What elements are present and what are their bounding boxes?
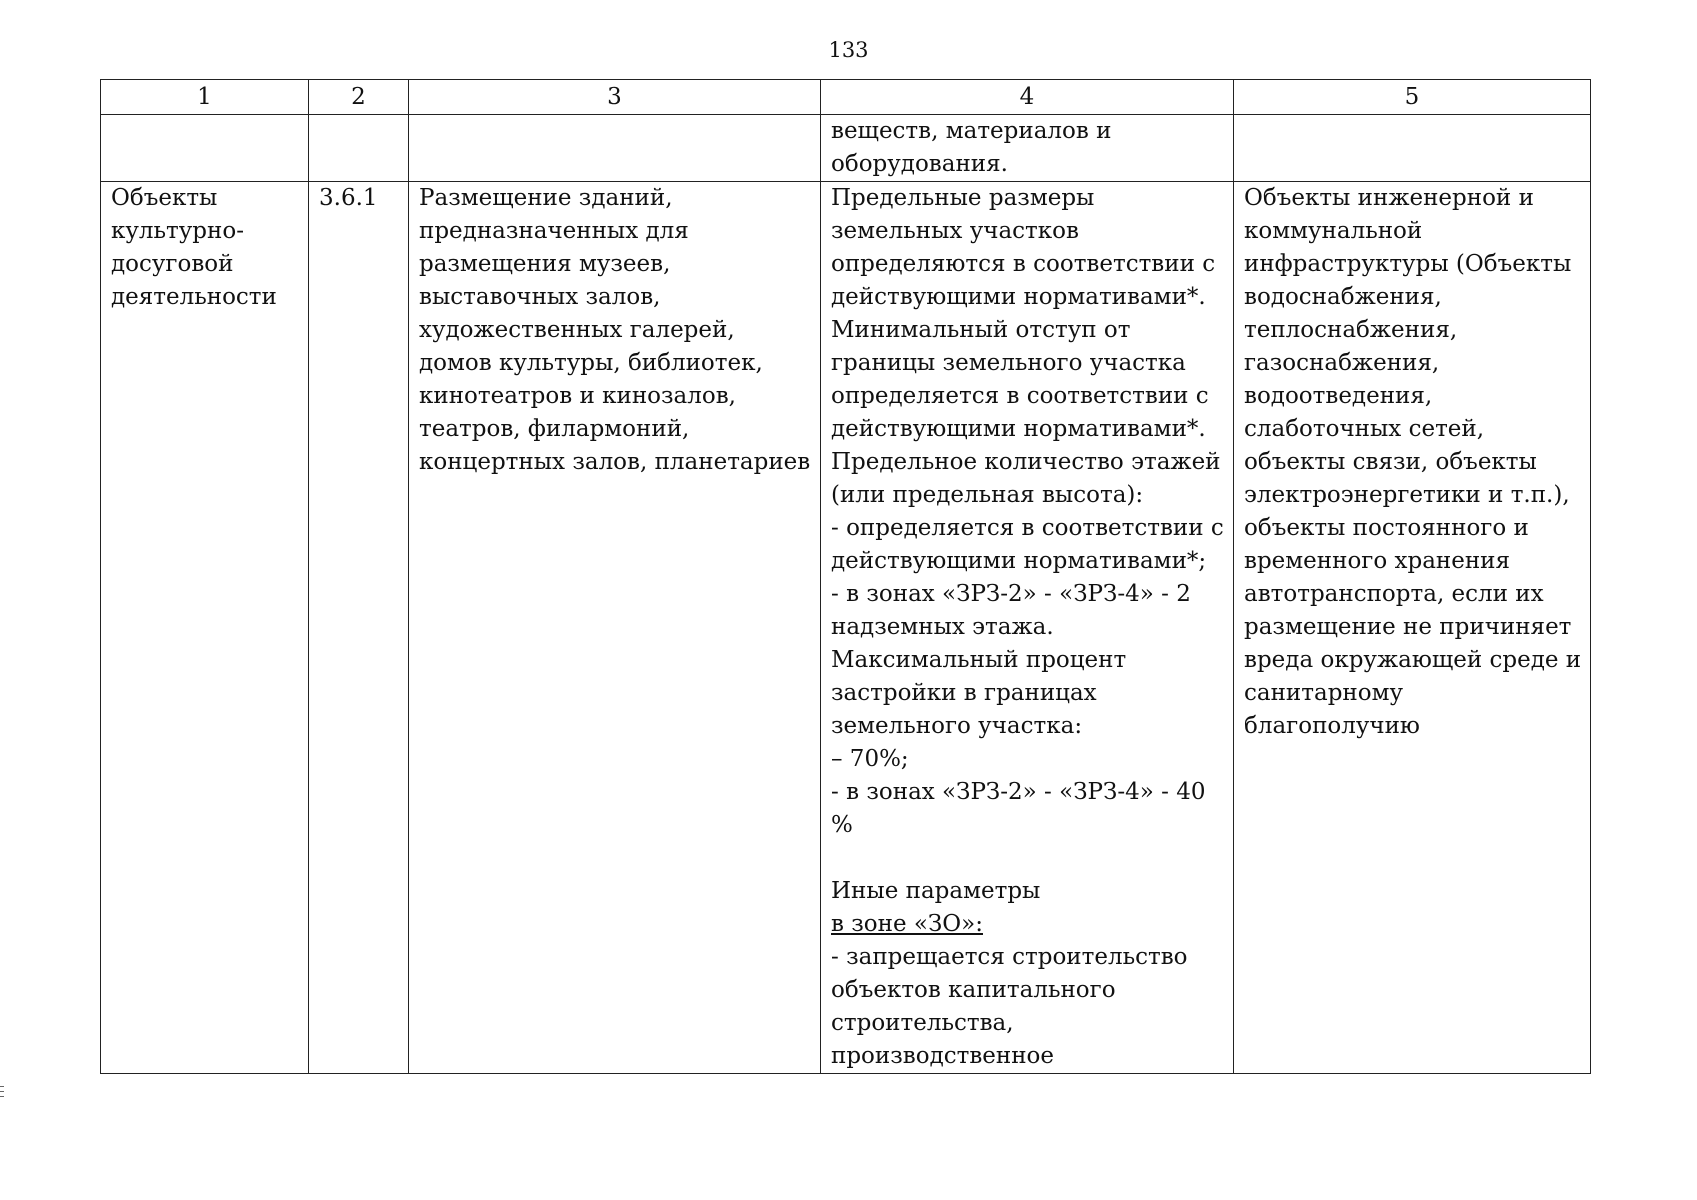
text-line: слаботочных сетей, [1244,416,1485,442]
text-line: (или предельная высота): [831,482,1144,508]
text-line: предназначенных для [419,218,689,244]
auxiliary-uses-cell [1234,182,1591,1074]
text-line: Предельное количество этажей [831,449,1221,475]
scan-mark [0,1091,4,1092]
scan-mark [0,1096,4,1097]
header-col-5: 5 [1234,80,1591,115]
blank-line [831,842,1223,875]
text-line: определяются в соответствии с [831,251,1216,277]
header-col-3: 3 [409,80,821,115]
text-line: действующими нормативами*; [831,548,1207,574]
text-line: вреда окружающей среде и [1244,647,1582,673]
text-line: земельных участков [831,218,1079,244]
header-col-2: 2 [309,80,409,115]
cont-cell-5 [1234,115,1591,182]
text-line: водоотведения, [1244,383,1433,409]
text-line: объекты связи, объекты [1244,449,1537,475]
header-row [101,80,1591,115]
text-line: земельного участка: [831,713,1083,739]
text-line: размещение не причиняет [1244,614,1572,640]
text-line: веществ, материалов и [831,118,1112,144]
text-line: культурно- [111,218,244,244]
cont-cell-4 [821,115,1234,182]
zone-label: в зоне «ЗО»: [831,911,983,937]
continuation-row [101,115,1591,182]
text-line: коммунальной [1244,218,1423,244]
text-line: кинотеатров и кинозалов, [419,383,736,409]
table-row [101,182,1591,1074]
page-number: 133 [828,38,869,62]
text-line: Предельные размеры [831,185,1095,211]
cont-cell-1 [101,115,309,182]
text-line: Размещение зданий, [419,185,673,211]
object-type-cell [101,182,309,1074]
text-line: театров, филармоний, [419,416,690,442]
text-line: инфраструктуры (Объекты [1244,251,1572,277]
cont-cell-2 [309,115,409,182]
text-line: временного хранения [1244,548,1511,574]
cont-cell-3 [409,115,821,182]
text-line: Максимальный процент [831,647,1127,673]
text-line: досуговой [111,251,234,277]
text-line: определяется в соответствии с [831,383,1209,409]
text-line: - в зонах «ЗРЗ-2» - «ЗРЗ-4» - 2 [831,581,1191,607]
text-line: застройки в границах [831,680,1097,706]
text-line: санитарному [1244,680,1404,706]
description-cell [409,182,821,1074]
text-line: действующими нормативами*. [831,284,1206,310]
code-cell: 3.6.1 [309,182,409,1074]
scan-mark [0,1086,4,1087]
text-line: автотранспорта, если их [1244,581,1544,607]
text-line: надземных этажа. [831,614,1054,640]
text-line: оборудования. [831,151,1008,177]
text-line: Минимальный отступ от [831,317,1131,343]
text-line: строительства, [831,1010,1014,1036]
text-line: производственное [831,1043,1055,1069]
parameters-cell [821,182,1234,1074]
text-line: - запрещается строительство [831,944,1188,970]
text-line: деятельности [111,284,277,310]
text-line: – 70%; [831,746,909,772]
text-line: действующими нормативами*. [831,416,1206,442]
text-line: Объекты [111,185,218,211]
text-line: электроэнергетики и т.п.), [1244,482,1570,508]
text-line: выставочных залов, [419,284,661,310]
text-line: домов культуры, библиотек, [419,350,763,376]
text-line: размещения музеев, [419,251,671,277]
text-line: теплоснабжения, [1244,317,1458,343]
other-params-title: Иные параметры [831,878,1041,904]
regulations-table [100,79,1591,1074]
text-line: - определяется в соответствии с [831,515,1224,541]
text-line: газоснабжения, [1244,350,1440,376]
text-line: - в зонах «ЗРЗ-2» - «ЗРЗ-4» - 40 [831,779,1206,805]
text-line: % [831,812,853,838]
header-col-4: 4 [821,80,1234,115]
header-col-1: 1 [101,80,309,115]
text-line: объектов капитального [831,977,1116,1003]
text-line: границы земельного участка [831,350,1186,376]
text-line: Объекты инженерной и [1244,185,1534,211]
text-line: благополучию [1244,713,1420,739]
text-line: водоснабжения, [1244,284,1442,310]
text-line: концертных залов, планетариев [419,449,811,475]
text-line: объекты постоянного и [1244,515,1529,541]
text-line: художественных галерей, [419,317,735,343]
